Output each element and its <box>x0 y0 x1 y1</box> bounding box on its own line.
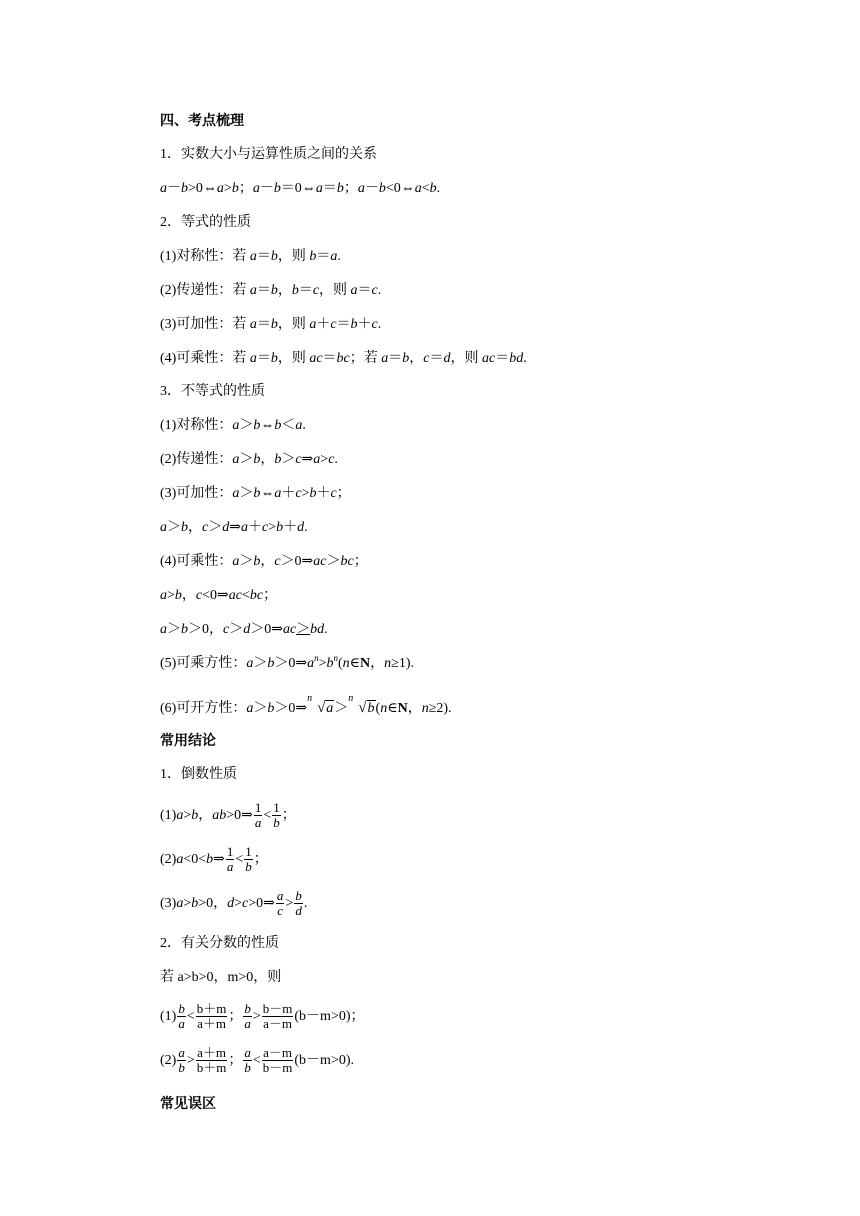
property-line: (5)可乘方性：$a>b>0\Rightarrow a^n>b^n(n\in N$，n≥1). <box>160 653 414 671</box>
formula-line: (1) $\frac{b}{a}$ < $\frac{b+m}{a+m}$ ； $\frac{b}{a}$ > $\frac{b-m}{a-m}$ (b－m>0)； <box>160 1001 365 1032</box>
fraction: $\frac{a}{b}$ <box>178 1045 185 1076</box>
fraction: $\frac{a}{c}$ <box>276 888 284 919</box>
formula-line: a＞b＞0，c＞d＞0⇒ac＞bd. <box>160 622 328 637</box>
property-line: (3)可加性：若 a＝b，则 a＋c＝b＋c. <box>160 317 382 332</box>
subsection-title: 1．实数大小与运算性质之间的关系 <box>160 147 377 162</box>
fraction: $\frac{b}{a}$ <box>178 1001 185 1032</box>
property-line: (1)对称性：a＞b⇔b＜a. <box>160 418 306 433</box>
fraction: $\frac{1}{b}$ <box>273 800 280 831</box>
formula-line: (3)a>b>0，d>c>0⇒ $\frac{a}{c}$ > $\frac{b}{d}$ . <box>160 888 308 919</box>
fraction: $\frac{1}{b}$ <box>245 844 252 875</box>
fraction: $\frac{a-m}{b-m}$ <box>262 1045 293 1076</box>
fraction: $\frac{a+m}{b+m}$ <box>196 1045 227 1076</box>
section-heading: 常用结论 <box>160 733 216 749</box>
fraction: $\frac{1}{a}$ <box>254 800 262 831</box>
property-line: (1)对称性：若 a＝b，则 b＝a. <box>160 249 341 264</box>
property-line: (2)传递性：若 a＝b，b＝c，则 a＝c. <box>160 283 382 298</box>
subsection-title: 3．不等式的性质 <box>160 384 265 399</box>
nth-root: n √a <box>307 693 334 716</box>
nth-root: n √b <box>348 693 375 716</box>
property-line: (4)可乘性：若 a＝b，则 ac＝bc；若 a＝b，c＝d，则 ac＝bd. <box>160 351 527 366</box>
formula-line: (2) $\frac{a}{b}$ > $\frac{a+m}{b+m}$ ； $\frac{a}{b}$ < $\frac{a-m}{b-m}$ (b－m>0). <box>160 1045 354 1076</box>
condition-line: 若 a>b>0，m>0，则 <box>160 970 282 985</box>
section-heading: 四、考点梳理 <box>160 113 244 129</box>
fraction: $\frac{b+m}{a+m}$ <box>196 1001 227 1032</box>
property-line: (2)传递性：a＞b，b＞c⇒a>c. <box>160 452 338 467</box>
fraction: $\frac{b}{a}$ <box>244 1001 251 1032</box>
fraction: $\frac{a}{b}$ <box>244 1045 251 1076</box>
section-heading: 常见误区 <box>160 1096 216 1112</box>
fraction: $\frac{1}{a}$ <box>226 844 234 875</box>
formula-line: (1)a>b，ab>0⇒ $\frac{1}{a}$ < $\frac{1}{b}$ ； <box>160 800 296 831</box>
formula-line: a－b>0⇔a>b；a－b＝0⇔a＝b；a－b<0⇔a<b. <box>160 181 441 196</box>
subsection-title: 2．等式的性质 <box>160 215 251 230</box>
property-line: (3)可加性：a＞b⇔a＋c>b＋c； <box>160 486 351 501</box>
formula-line: a>b，c<0⇒ac<bc； <box>160 588 278 603</box>
fraction: $\frac{b-m}{a-m}$ <box>262 1001 293 1032</box>
formula-line: (2)a<0<b⇒ $\frac{1}{a}$ < $\frac{1}{b}$ ； <box>160 844 268 875</box>
fraction: $\frac{b}{d}$ <box>295 888 302 919</box>
formula-line: a＞b，c＞d⇒a＋c>b＋d. <box>160 520 308 535</box>
property-line: (4)可乘性：a＞b，c＞0⇒ac＞bc； <box>160 554 368 569</box>
property-line: (6)可开方性：a＞b＞0⇒ n √a＞ n √b(n∈N，n≥2). <box>160 698 452 719</box>
subsection-title: 2．有关分数的性质 <box>160 936 279 951</box>
subsection-title: 1．倒数性质 <box>160 767 237 782</box>
